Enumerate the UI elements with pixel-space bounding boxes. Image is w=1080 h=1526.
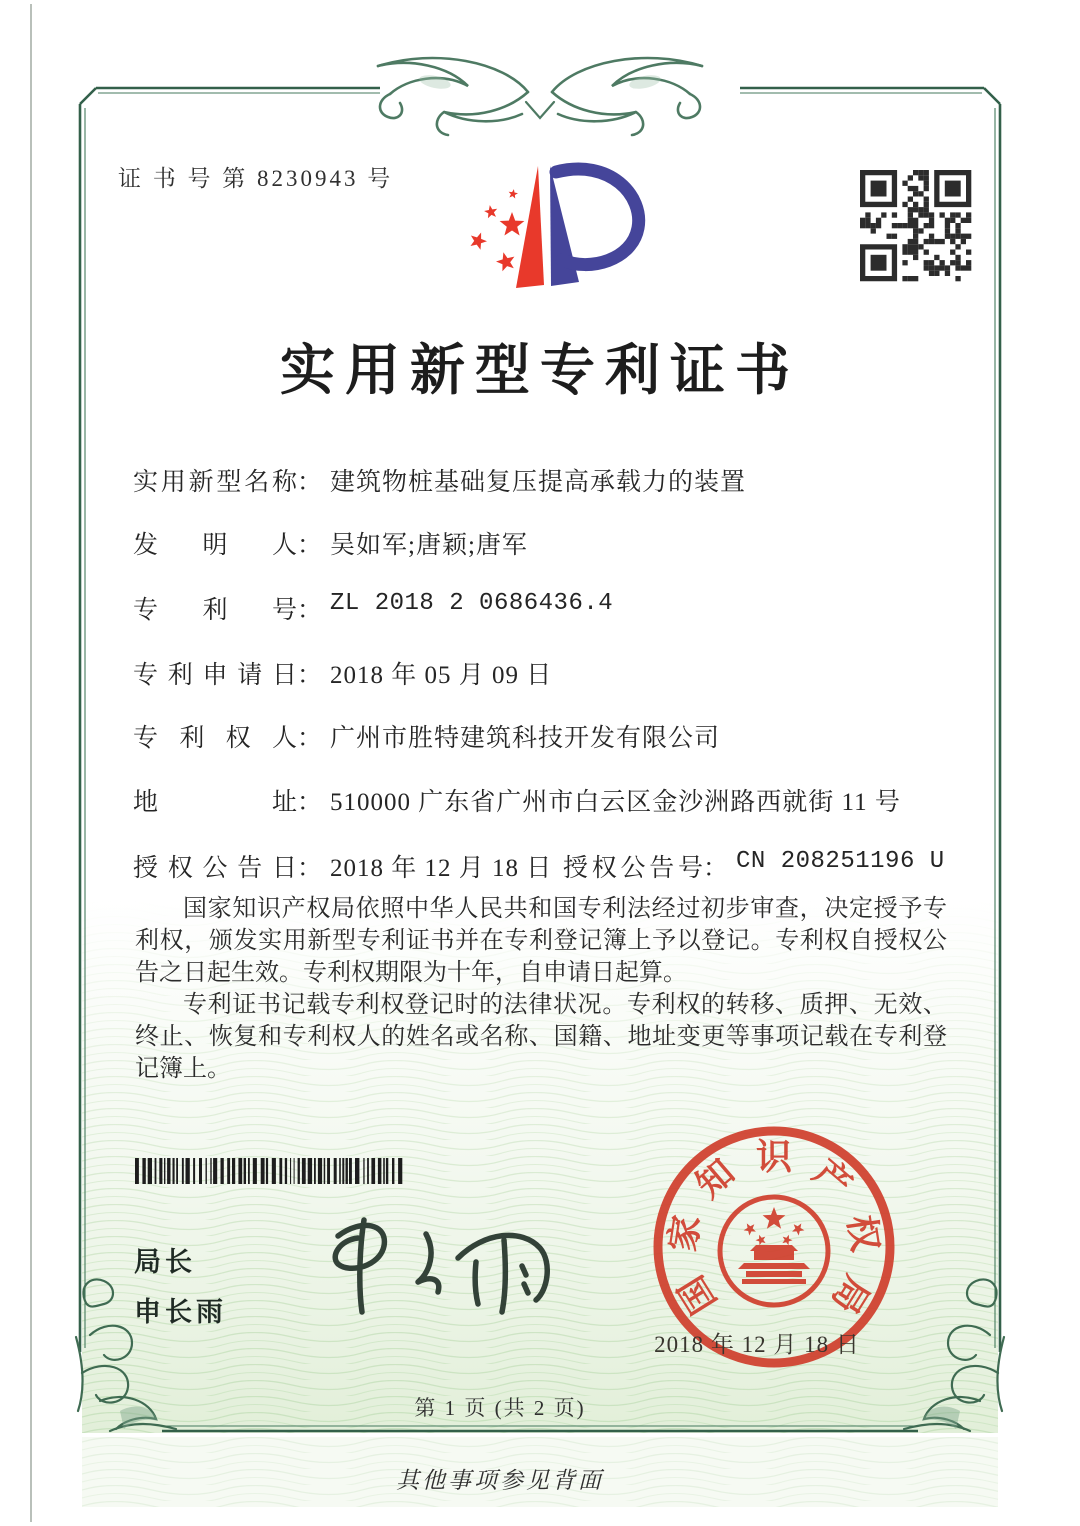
field-value: 广州市胜特建筑科技开发有限公司 <box>330 725 721 752</box>
field-label: 授权公告日 <box>133 855 297 882</box>
qr-code-icon <box>856 166 976 286</box>
svg-text:产: 产 <box>805 1151 860 1206</box>
field-label: 地址 <box>133 789 297 816</box>
svg-text:局: 局 <box>823 1268 877 1321</box>
field-label: 实用新型名称 <box>133 469 297 496</box>
dragon-ornament <box>378 58 702 135</box>
field-row-filing-date: 专利申请日： 2018 年 05 月 09 日 <box>133 655 963 687</box>
legal-paragraph-2: 专利证书记载专利权登记时的法律状况。专利权的转移、质押、无效、终止、恢复和专利权人的姓名或名称、国籍、地址变更等事项记载在专利登记簿上。 <box>135 992 947 1082</box>
field-label: 专利权人 <box>133 725 297 752</box>
field-row-name: 实用新型名称： 建筑物桩基础复压提高承载力的装置 <box>133 462 963 494</box>
field-label: 发明人 <box>133 532 297 559</box>
commissioner-title: 局长 <box>134 1247 196 1277</box>
field-value: ZL 2018 2 0686436.4 <box>330 590 614 617</box>
svg-text:权: 权 <box>840 1212 886 1255</box>
field-value: 吴如军;唐颖;唐军 <box>330 532 528 559</box>
commissioner-name: 申长雨 <box>134 1297 227 1327</box>
field-value: 510000 广东省广州市白云区金沙洲路西就街 11 号 <box>330 789 901 816</box>
field-value: 建筑物桩基础复压提高承载力的装置 <box>330 469 747 496</box>
field-label: 专利号 <box>133 597 297 624</box>
field-label: 专利申请日 <box>133 662 297 689</box>
legal-text <box>135 893 947 1085</box>
svg-text:知: 知 <box>688 1151 743 1206</box>
field-row-address: 地址： 510000 广东省广州市白云区金沙洲路西就街 11 号 <box>133 782 963 814</box>
field-value: 2018 年 12 月 18 日 <box>330 855 553 882</box>
seal-date: 2018 年 12 月 18 日 <box>654 1332 860 1357</box>
field-value: 2018 年 05 月 09 日 <box>330 662 553 689</box>
barcode-icon <box>135 1158 410 1185</box>
field-row-patent-number: 专利号： ZL 2018 2 0686436.4 <box>133 590 614 624</box>
certificate-title: 实用新型专利证书 <box>279 340 800 401</box>
back-note: 其他事项参见背面 <box>396 1468 604 1493</box>
field-row-grant: 授权公告日： 2018 年 12 月 18 日 授权公告号： CN 208251196 U <box>133 848 945 882</box>
field-row-inventors: 发明人： 吴如军;唐颖;唐军 <box>133 525 963 557</box>
field-row-patentee: 专利权人： 广州市胜特建筑科技开发有限公司 <box>133 718 963 750</box>
page-number: 第 1 页 (共 2 页) <box>414 1396 586 1420</box>
field-value: CN 208251196 U <box>736 848 945 875</box>
field-grant-number: 授权公告号： CN 208251196 U <box>563 848 945 882</box>
field-label: 授权公告号 <box>563 855 703 882</box>
legal-paragraph-1: 国家知识产权局依照中华人民共和国专利法经过初步审查，决定授予专利权，颁发实用新型专利证书并在专利登记簿上予以登记。专利权自授权公告之日起生效。专利权期限为十年，自申请日起算。 <box>135 896 947 986</box>
cnipa-logo-icon <box>450 152 670 302</box>
national-emblem <box>720 1197 828 1305</box>
certificate-number: 证 书 号 第 8230943 号 <box>118 166 394 191</box>
signature-icon <box>300 1200 580 1345</box>
svg-text:家: 家 <box>662 1212 708 1255</box>
svg-text:国: 国 <box>671 1268 725 1321</box>
svg-text:识: 识 <box>755 1137 793 1177</box>
